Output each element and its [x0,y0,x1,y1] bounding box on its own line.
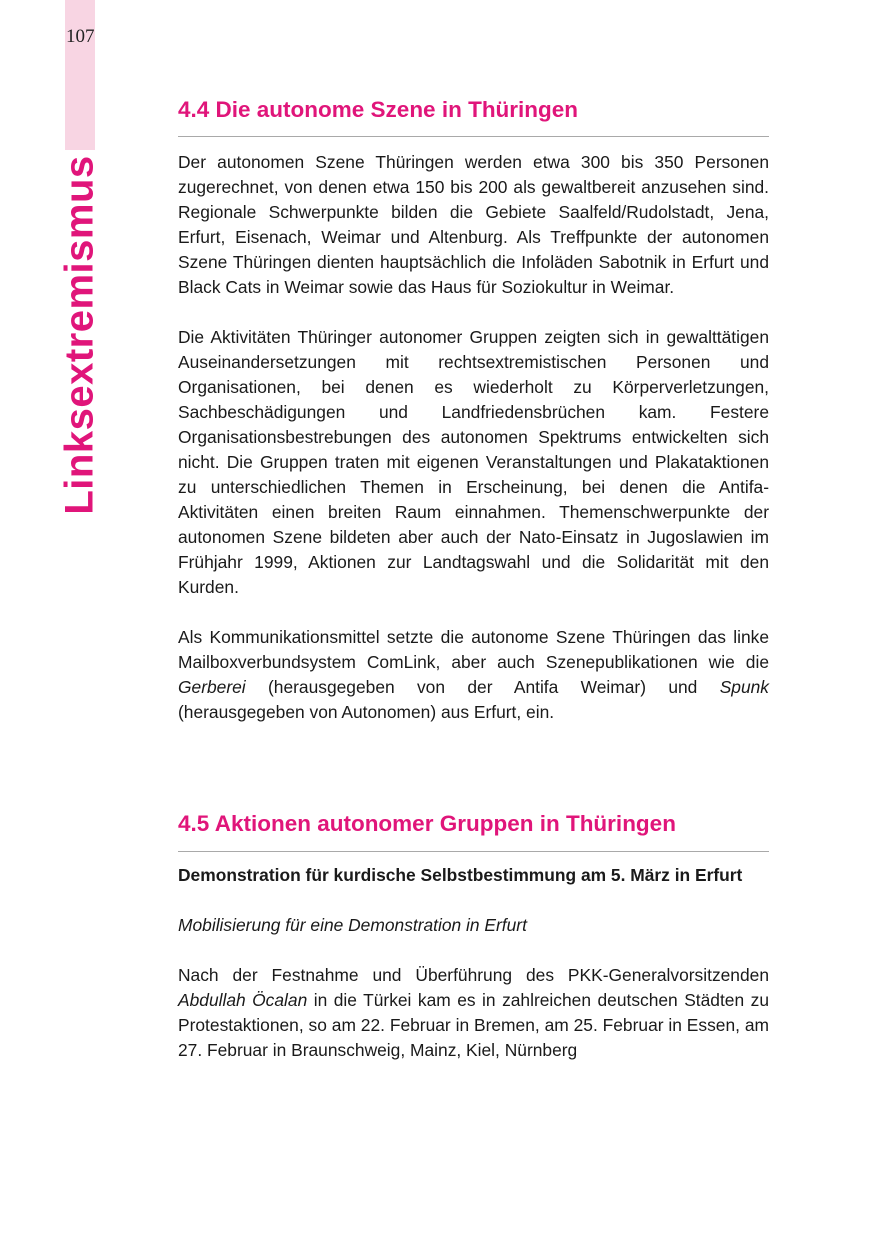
publication-title: Gerberei [178,677,246,697]
section-4-4 [178,93,769,725]
person-name: Abdullah Öcalan [178,990,308,1010]
text-run: in die Türkei kam es in zahlreichen deutschen Städten zu Protestaktionen, so am 22. Februar in Bremen, am 25. Februar in Essen, am 27. Februar in Braunschweig, Mainz, Kiel, Nürnberg [178,990,769,1060]
page-content [178,93,769,1063]
page-number: 107 [66,26,95,47]
section-4-5 [178,807,769,1063]
subsection-intro: Mobilisierung für eine Demonstration in Erfurt [178,915,527,935]
section-heading: 4.4 Die autonome Szene in Thüringen [178,97,579,122]
text-run: (herausgegeben von Autonomen) aus Erfurt, ein. [178,702,555,722]
chapter-side-tab [65,0,95,150]
section-heading: 4.5 Aktionen autonomer Gruppen in Thüringen [178,811,676,836]
text-run: Nach der Festnahme und Überführung des PKK-Generalvorsitzenden [178,965,769,985]
text-run: Als Kommunikationsmittel setzte die autonome Szene Thüringen das linke Mailboxverbundsystem ComLink, aber auch Szenepublikationen wie die [178,627,769,672]
paragraph [178,963,769,1063]
heading-divider [178,851,769,852]
chapter-label: Linksextremismus [57,155,102,515]
subsection-heading: Demonstration für kurdische Selbstbestimmung am 5. März in Erfurt [178,865,743,885]
paragraph: Die Aktivitäten Thüringer autonomer Gruppen zeigten sich in gewalttätigen Auseinandersetzungen mit rechtsextremistischen Personen und Organisationen, bei denen es wiederholt zu Körperverletzungen, Sachbeschädigungen und Landfriedensbrüchen kam. Festere Organisationsbestrebungen des autonomen Spektrums entwickelten sich nicht. Die Gruppen traten mit eigenen Veranstaltungen und Plakataktionen zu unterschiedlichen Themen in Erscheinung, bei denen die Antifa-Aktivitäten einen breiten Raum einnahmen. Themenschwerpunkte der autonomen Szene bildeten aber auch der Nato-​Einsatz in Jugoslawien im Frühjahr 1999, Aktionen zur Landtagswahl und die Solidarität mit den Kurden. [178,327,769,597]
text-run: (herausgegeben von der Antifa Weimar) und [245,677,720,697]
paragraph [178,625,769,725]
publication-title: Spunk [719,677,769,697]
heading-divider [178,136,769,137]
paragraph: Der autonomen Szene Thüringen werden etwa 300 bis 350 Personen zugerechnet, von denen etwa 150 bis 200 als gewaltbereit anzusehen sind. Regionale Schwerpunkte bilden die Gebiete Saalfeld/​Rudolstadt, Jena, Erfurt, Eisenach, Weimar und Altenburg. Als Treffpunkte der autonomen Szene Thüringen dienten hauptsächlich die Infoläden Sabotnik in Erfurt und Black Cats in Weimar sowie das Haus für Soziokultur in Weimar. [178,152,769,297]
